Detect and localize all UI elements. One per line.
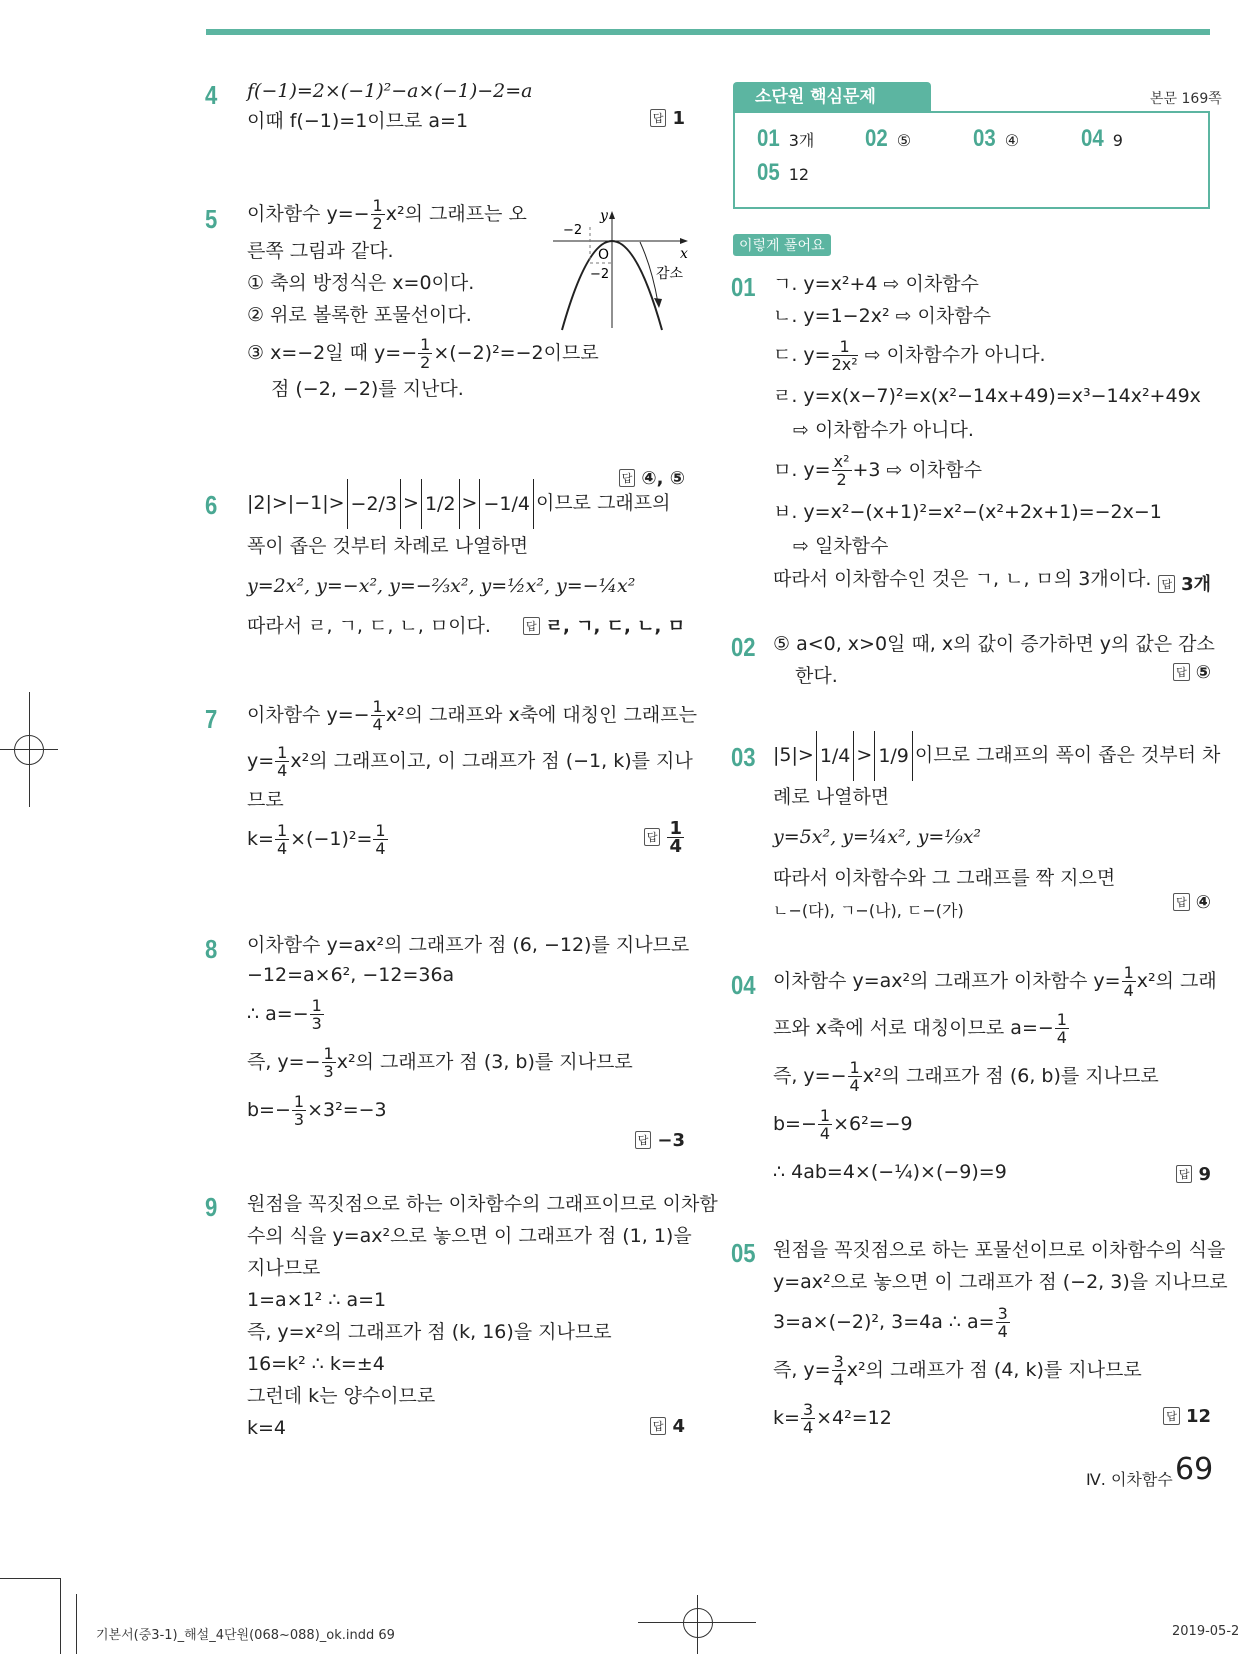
answer: 답 1 — [650, 108, 685, 129]
parabola-graph — [548, 208, 693, 333]
line: ② 위로 볼록한 포물선이다. — [247, 304, 472, 326]
line: 따라서 ㄹ, ㄱ, ㄷ, ㄴ, ㅁ이다. — [247, 614, 491, 637]
line: 즉, y= $\frac{3}{4}$ x²의 그래프가 점 (4, k)를 지나므로 — [773, 1352, 1142, 1389]
line: 점 (−2, −2)를 지난다. — [271, 378, 464, 400]
line: ∴ a=− $\frac{1}{3}$ — [247, 996, 322, 1033]
core-problems-tab: 소단원 핵심문제 — [733, 82, 931, 112]
problem-number: 03 — [731, 742, 756, 772]
top-accent-bar — [206, 29, 1210, 35]
crop-mark — [60, 1578, 61, 1654]
problem-number: 05 — [731, 1238, 756, 1268]
x-axis-arrow — [680, 238, 688, 244]
page-reference: 본문 169쪽 — [1150, 91, 1222, 107]
line: 원점을 꼭짓점으로 하는 이차함수의 그래프이므로 이차함 — [247, 1193, 718, 1215]
line: ∴ 4ab=4×(−¼)×(−9)=9 — [773, 1161, 1007, 1183]
line: ㄴ−(다), ㄱ−(나), ㄷ−(가) — [773, 900, 964, 920]
problem-number: 5 — [205, 204, 218, 234]
problem-number: 02 — [731, 632, 756, 662]
page-number: 69 — [1175, 1452, 1214, 1487]
line: 른쪽 그림과 같다. — [247, 240, 394, 262]
y-axis-arrow — [609, 211, 615, 219]
line: 이차함수 y=ax²의 그래프가 점 (6, −12)를 지나므로 — [247, 934, 690, 956]
problem-number: 6 — [205, 490, 218, 520]
line: ① 축의 방정식은 x=0이다. — [247, 272, 475, 294]
line: ㅁ. y= $\frac{\text{x²}}{2}$ +3 ⇨ 이차함수 — [773, 452, 982, 489]
origin-label: O — [598, 247, 610, 263]
chapter-label: Ⅳ. 이차함수 — [1086, 1470, 1173, 1489]
line: 므로 — [247, 789, 284, 811]
line: y=5x², y=¼x², y=⅑x² — [773, 825, 982, 848]
line: 례로 나열하면 — [773, 785, 890, 808]
problem-number: 04 — [731, 970, 756, 1000]
answer: 답 ④, ⑤ — [619, 468, 685, 489]
line: 이차함수 y=− $\frac{1}{2}$ x²의 그래프는 오 — [247, 196, 527, 233]
y-label: y — [600, 208, 608, 224]
line: 지나므로 — [247, 1257, 321, 1279]
core-answer: 02 ⑤ — [865, 125, 912, 152]
line: 16=k² ∴ k=±4 — [247, 1353, 385, 1375]
decrease-label: 감소 — [656, 266, 684, 282]
registration-mark — [683, 1608, 713, 1638]
line: b=− $\frac{1}{4}$ ×6²=−9 — [773, 1106, 913, 1143]
footer-date: 2019-05-2 — [1172, 1624, 1240, 1639]
core-answers-box — [733, 111, 1210, 209]
line: k= $\frac{3}{4}$ ×4²=12 — [773, 1400, 892, 1437]
line: k=4 — [247, 1417, 287, 1439]
line: 그런데 k는 양수이므로 — [247, 1385, 436, 1407]
registration-mark — [14, 735, 44, 765]
core-answer: 05 12 — [757, 159, 810, 186]
core-answer: 04 9 — [1081, 125, 1123, 152]
line: |2|>|−1|> −2/3 > 1/2 > −1/4 이므로 그래프의 — [247, 478, 685, 529]
solution-tag: 이렇게 풀어요 — [733, 234, 831, 256]
line: b=− $\frac{1}{3}$ ×3²=−3 — [247, 1092, 387, 1129]
line: ⇨ 이차함수가 아니다. — [793, 419, 974, 441]
problem-number: 8 — [205, 934, 218, 964]
answer: 답 12 — [1163, 1406, 1211, 1427]
answer: 답 4 — [650, 1416, 685, 1437]
line: 즉, y=− $\frac{1}{4}$ x²의 그래프가 점 (6, b)를 지나므로 — [773, 1058, 1159, 1095]
line: f(−1)=2×(−1)²−a×(−1)−2=a — [247, 80, 533, 102]
line: 이차함수 y=− $\frac{1}{4}$ x²의 그래프와 x축에 대칭인 그래프는 — [247, 697, 697, 734]
line: 즉, y=x²의 그래프가 점 (k, 16)을 지나므로 — [247, 1321, 612, 1343]
line: 따라서 이차함수인 것은 ㄱ, ㄴ, ㅁ의 3개이다. — [773, 568, 1152, 590]
line: 수의 식을 y=ax²으로 놓으면 이 그래프가 점 (1, 1)을 — [247, 1225, 692, 1247]
line: 이차함수 y=ax²의 그래프가 이차함수 y= $\frac{1}{4}$ x²의 그래 — [773, 963, 1217, 1000]
y-tick-label: −2 — [590, 267, 610, 282]
line: 1=a×1² ∴ a=1 — [247, 1289, 387, 1311]
line: ⇨ 일차함수 — [793, 535, 889, 557]
line: 폭이 좁은 것부터 차례로 나열하면 — [247, 534, 529, 557]
crop-mark — [76, 1594, 77, 1654]
answer: 답 ㄹ, ㄱ, ㄷ, ㄴ, ㅁ — [523, 612, 685, 638]
core-answer: 03 ④ — [973, 125, 1020, 152]
line: y=2x², y=−x², y=−⅔x², y=½x², y=−¼x² — [247, 574, 636, 597]
answer: 답 ⑤ — [1173, 662, 1211, 683]
line: 3=a×(−2)², 3=4a ∴ a= $\frac{3}{4}$ — [773, 1304, 1008, 1341]
line: y= $\frac{1}{4}$ x²의 그래프이고, 이 그래프가 점 (−1, k)를 지나 — [247, 743, 693, 780]
line: 이때 f(−1)=1이므로 a=1 — [247, 110, 469, 132]
line: 따라서 이차함수와 그 그래프를 짝 지으면 — [773, 866, 1116, 889]
x-tick-label: −2 — [563, 223, 583, 238]
line: y=ax²으로 놓으면 이 그래프가 점 (−2, 3)을 지나므로 — [773, 1271, 1228, 1293]
x-label: x — [680, 246, 688, 262]
line: −12=a×6², −12=36a — [247, 964, 455, 986]
line: 원점을 꼭짓점으로 하는 포물선이므로 이차함수의 식을 — [773, 1239, 1226, 1261]
answer: 답 ④ — [1173, 892, 1211, 913]
line: k= $\frac{1}{4}$ ×(−1)²= $\frac{1}{4}$ — [247, 821, 386, 858]
line: 즉, y=− $\frac{1}{3}$ x²의 그래프가 점 (3, b)를 지나므로 — [247, 1044, 633, 1081]
line: ㄹ. y=x(x−7)²=x(x²−14x+49)=x³−14x²+49x — [773, 385, 1201, 407]
answer: 답 $\frac{1}{4}$ — [644, 820, 685, 855]
line: ㄷ. y= $\frac{1}{\text{2x²}}$ ⇨ 이차함수가 아니다. — [773, 337, 1046, 374]
answer: 답 −3 — [635, 1130, 685, 1151]
core-answer: 01 3개 — [757, 125, 815, 152]
footer-filename: 기본서(중3-1)_해설_4단원(068~088)_ok.indd 69 — [96, 1628, 395, 1643]
line: ㅂ. y=x²−(x+1)²=x²−(x²+2x+1)=−2x−1 — [773, 501, 1162, 523]
line: ⑤ a<0, x>0일 때, x의 값이 증가하면 y의 값은 감소 — [773, 633, 1215, 655]
problem-number: 7 — [205, 704, 218, 734]
problem-number: 01 — [731, 272, 756, 302]
line: ㄴ. y=1−2x² ⇨ 이차함수 — [773, 305, 991, 327]
line: 프와 x축에 서로 대칭이므로 a=− $\frac{1}{4}$ — [773, 1010, 1067, 1047]
line: |5|> 1/4 > 1/9 이므로 그래프의 폭이 좁은 것부터 차 — [773, 730, 1211, 781]
crop-mark — [0, 1578, 60, 1579]
line: ㄱ. y=x²+4 ⇨ 이차함수 — [773, 273, 979, 295]
line: ③ x=−2일 때 y=− $\frac{1}{2}$ ×(−2)²=−2이므로 — [247, 335, 599, 372]
answer: 답 9 — [1176, 1164, 1211, 1185]
answer: 답 3개 — [1158, 570, 1211, 596]
line: 한다. — [795, 665, 838, 687]
problem-number: 9 — [205, 1192, 218, 1222]
problem-number: 4 — [205, 80, 218, 110]
